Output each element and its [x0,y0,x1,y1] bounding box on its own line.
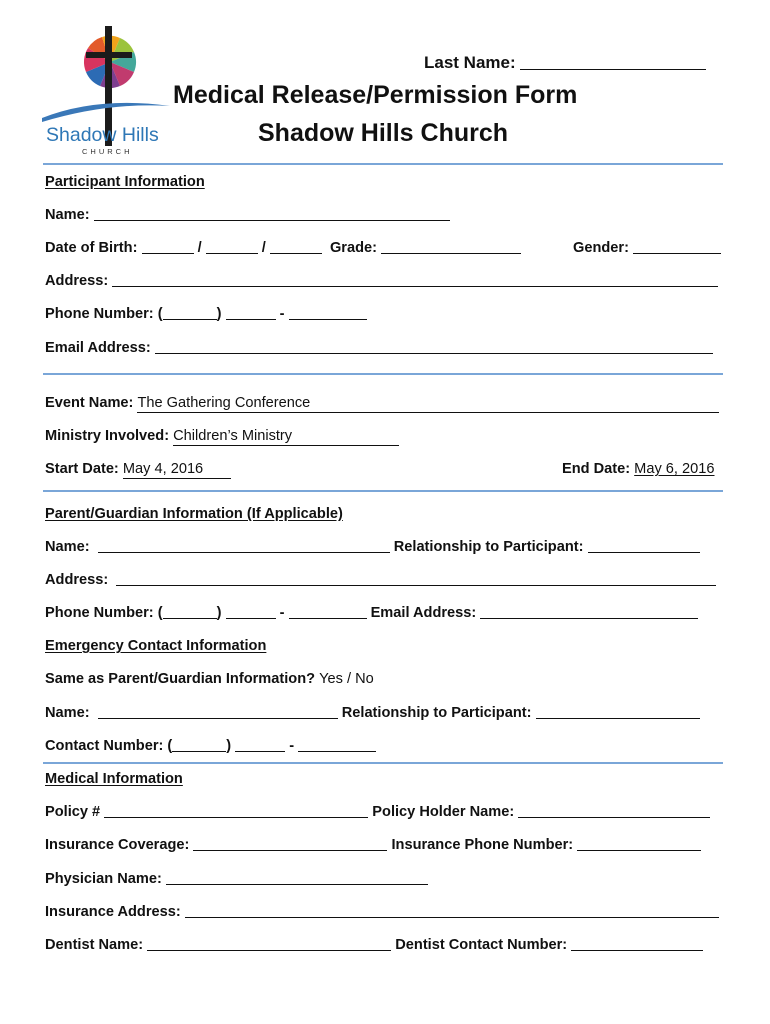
dob-separator: / [197,240,202,256]
policy-label: Policy # [45,804,101,820]
guardian-relationship-field[interactable] [588,538,700,553]
dentist-contact-label: Dentist Contact Number: [395,937,568,953]
start-date-row [45,460,231,479]
guardian-address-field[interactable] [116,571,716,586]
insurance-address-row [45,903,719,921]
participant-address-row [45,272,718,290]
guardian-email-field[interactable] [480,604,698,619]
coverage-label: Insurance Coverage: [45,837,190,853]
participant-name-row [45,206,450,224]
emergency-name-row [45,704,700,722]
ministry-row [45,427,399,446]
dentist-row [45,936,703,954]
section-participant: Participant Information [45,174,205,190]
phone-dash: - [279,306,285,322]
divider [43,373,723,375]
name-field[interactable] [94,206,450,221]
policy-holder-label: Policy Holder Name: [372,804,515,820]
event-name-text: The Gathering Conference [137,395,311,411]
dob-month-field[interactable] [142,239,194,254]
gender-row [573,239,721,257]
phone-label: Phone Number: ( [45,306,163,322]
guardian-phone-label: Phone Number: ( [45,605,163,621]
logo-subtitle: CHURCH [82,147,133,156]
event-name-value[interactable] [137,395,719,413]
emergency-relationship-label: Relationship to Participant: [341,705,532,721]
dob-label: Date of Birth: [45,240,138,256]
name-label: Name: [45,207,90,223]
guardian-name-field[interactable] [98,538,390,553]
dentist-contact-field[interactable] [571,936,703,951]
start-date-label: Start Date: [45,461,119,477]
phone-line-field[interactable] [289,305,367,320]
guardian-relationship-label: Relationship to Participant: [393,539,584,555]
policy-field[interactable] [104,803,368,818]
address-label: Address: [45,273,109,289]
address-field[interactable] [112,272,718,287]
end-date-label: End Date: [562,461,631,477]
dob-separator: / [261,240,266,256]
physician-row [45,870,428,888]
coverage-row [45,836,701,854]
insurance-phone-field[interactable] [577,836,701,851]
guardian-name-label: Name: [45,539,90,555]
policy-holder-field[interactable] [518,803,710,818]
end-date-row [562,460,715,478]
guardian-phone-area-field[interactable] [163,604,217,619]
contact-prefix-field[interactable] [235,737,285,752]
phone-paren: ) [216,306,222,322]
guardian-address-label: Address: [45,572,109,588]
guardian-phone-row [45,604,698,622]
divider [43,490,723,492]
last-name-field[interactable] [520,55,706,70]
emergency-name-label: Name: [45,705,90,721]
yes-no-options[interactable]: Yes / No [319,671,374,687]
event-name-label: Event Name: [45,395,134,411]
ministry-text: Children’s Ministry [173,428,293,444]
gender-field[interactable] [633,239,721,254]
guardian-phone-prefix-field[interactable] [226,604,276,619]
divider [43,163,723,165]
dentist-field[interactable] [147,936,391,951]
emergency-relationship-field[interactable] [536,704,700,719]
coverage-field[interactable] [193,836,387,851]
physician-field[interactable] [166,870,428,885]
last-name-label: Last Name: [424,53,516,72]
participant-email-row [45,339,713,357]
section-medical: Medical Information [45,771,183,787]
event-name-row [45,394,719,413]
contact-area-field[interactable] [172,737,226,752]
guardian-phone-line-field[interactable] [289,604,367,619]
contact-line-field[interactable] [298,737,376,752]
policy-row [45,803,710,821]
phone-paren: ) [216,605,222,621]
contact-number-label: Contact Number: ( [45,738,173,754]
guardian-address-row [45,571,716,589]
guardian-email-label: Email Address: [370,605,477,621]
dob-day-field[interactable] [206,239,258,254]
logo-name: Shadow Hills [46,124,159,146]
ministry-label: Ministry Involved: [45,428,170,444]
same-as-row [45,670,374,688]
insurance-phone-label: Insurance Phone Number: [391,837,574,853]
email-label: Email Address: [45,340,151,356]
phone-dash: - [289,738,295,754]
gender-label: Gender: [573,240,629,256]
end-date-value[interactable]: May 6, 2016 [634,461,715,477]
same-as-label: Same as Parent/Guardian Information? [45,671,316,687]
divider [43,762,723,764]
page-title: Medical Release/Permission Form [173,81,578,109]
last-name-row [424,54,706,72]
participant-phone-row [45,305,367,323]
insurance-address-label: Insurance Address: [45,904,181,920]
grade-label: Grade: [329,240,377,256]
emergency-name-field[interactable] [98,704,338,719]
start-date-value[interactable] [123,461,231,479]
ministry-value[interactable] [173,428,399,446]
emergency-contact-row [45,737,376,755]
page-subtitle: Shadow Hills Church [258,119,509,147]
email-field[interactable] [155,339,713,354]
grade-field[interactable] [381,239,521,254]
phone-prefix-field[interactable] [226,305,276,320]
section-guardian: Parent/Guardian Information (If Applicable) [45,506,343,522]
dob-year-field[interactable] [270,239,322,254]
dentist-label: Dentist Name: [45,937,144,953]
section-emergency: Emergency Contact Information [45,638,267,654]
start-date-text: May 4, 2016 [122,461,204,477]
physician-label: Physician Name: [45,871,162,887]
insurance-address-field[interactable] [185,903,719,918]
phone-dash: - [279,605,285,621]
phone-paren: ) [226,738,232,754]
dob-row [45,239,521,257]
guardian-name-row [45,538,700,556]
phone-area-field[interactable] [163,305,217,320]
